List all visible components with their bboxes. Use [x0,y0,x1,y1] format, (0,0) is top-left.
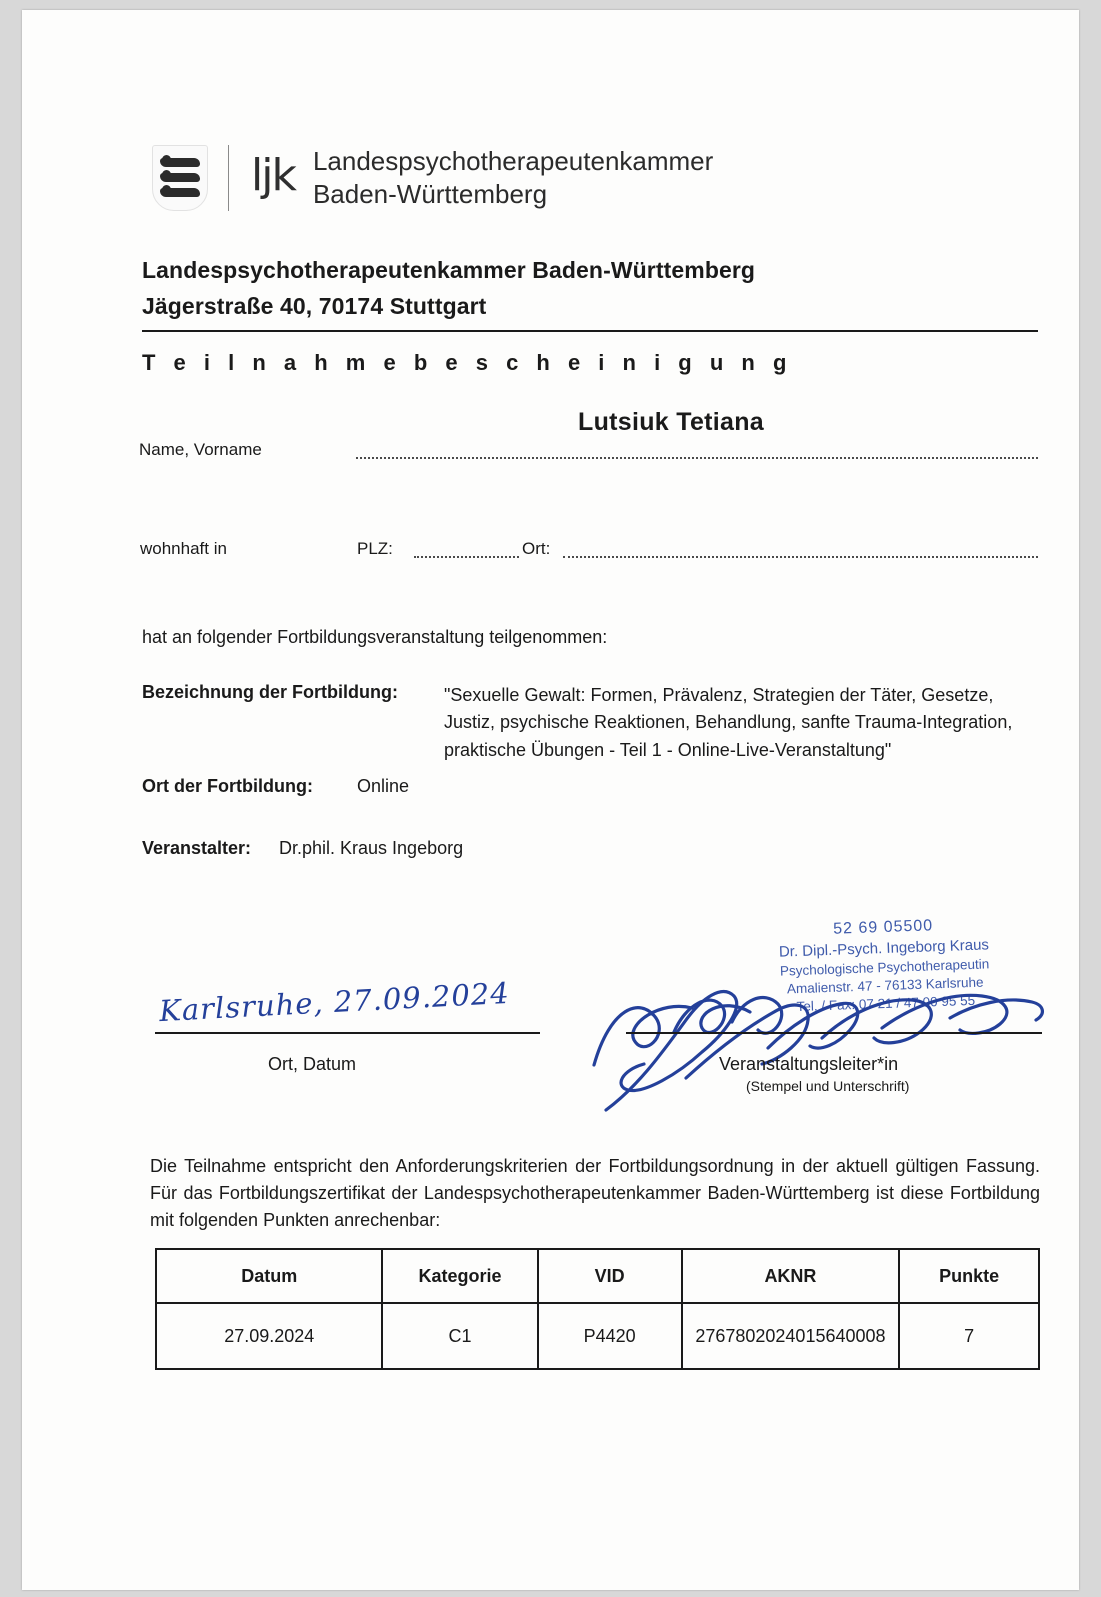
place-date-caption: Ort, Datum [268,1054,357,1074]
place-date-handwritten: Karlsruhe, 27.09.2024 [158,975,511,1029]
stamp-number: 52 69 05500 [832,917,934,938]
participation-intro: hat an folgender Fortbildungsveranstaltung teilgenommen: [142,627,608,647]
organizer-label: Veranstalter: [142,838,252,858]
course-value: "Sexuelle Gewalt: Formen, Prävalenz, Strategien der Täter, Gesetze, Justiz, psychische Reaktionen, Behandlung, sanfte Trauma-Integration, praktische Übungen - Teil 1 - Online-Live-Veranstaltung" [444,685,1013,760]
stamp-address: Amalienstr. 47 - 76133 Karlsruhe [786,974,984,997]
header-rule [142,330,1038,332]
stamp-profession: Psychologische Psychotherapeutin [779,956,990,979]
coat-of-arms-icon [152,145,208,211]
plz-label: PLZ: [357,539,393,558]
participant-name-label: Name, Vorname [139,440,262,459]
course-location-value: Online [357,776,410,796]
certificate-content [22,10,1079,1590]
stamp-contact: Tel. / Fax: 07 21 / 47 00 95 55 [796,993,976,1015]
residence-label: wohnhaft in [140,539,227,558]
column-header-kategorie: Kategorie [382,1249,537,1303]
letterhead-divider [228,145,229,211]
cell-vid: P4420 [538,1303,682,1369]
certification-note: Die Teilnahme entspricht den Anforderungskriterien der Fortbildungsordnung in der aktuell gültigen Fassung. Für das Fortbildungszertifikat der Landespsychotherapeutenkammer Baden-Württemberg ist diese Fortbildung mit folgenden Punkten anrechenbar: [150,1156,1040,1230]
ort-label: Ort: [522,539,551,558]
letterhead-organization-line1: Landespsychotherapeutenkammer [312,146,714,177]
stamp-signature-caption: (Stempel und Unterschrift) [746,1078,910,1094]
points-table [155,1248,1040,1370]
header-org-name: Landespsychotherapeutenkammer Baden-Württemberg [142,257,756,283]
cell-datum: 27.09.2024 [156,1303,382,1369]
event-leader-caption: Veranstaltungsleiter*in [719,1054,899,1074]
course-label: Bezeichnung der Fortbildung: [142,682,398,702]
organizer-value: Dr.phil. Kraus Ingeborg [279,838,464,858]
participant-name-rule [356,457,1038,459]
table-header-row [156,1249,1039,1303]
place-date-line [155,1032,540,1034]
letterhead-organization [313,145,852,209]
course-location-label: Ort der Fortbildung: [142,776,313,796]
header-address-block [142,253,1042,324]
column-header-punkte: Punkte [899,1249,1039,1303]
plz-field-rule [414,556,519,558]
letterhead [152,135,852,220]
page-title: T e i l n a h m e b e s c h e i n i g u n g [142,350,793,375]
cell-aknr: 2767802024015640008 [682,1303,900,1369]
cell-punkte: 7 [899,1303,1039,1369]
table-row [156,1303,1039,1369]
ort-field-rule [563,556,1038,558]
column-header-datum: Datum [156,1249,382,1303]
column-header-vid: VID [538,1249,682,1303]
certificate-page [22,10,1079,1590]
column-header-aknr: AKNR [682,1249,900,1303]
header-address: Jägerstraße 40, 70174 Stuttgart [142,292,487,319]
lpk-logo-mark: ljk [251,150,295,201]
stamp-name: Dr. Dipl.-Psych. Ingeborg Kraus [778,935,990,961]
participant-name-value: Lutsiuk Tetiana [578,408,765,436]
official-stamp [755,913,1013,1018]
letterhead-organization-line2: Baden-Württemberg [312,178,548,209]
signature-line [626,1032,1042,1034]
cell-kategorie: C1 [382,1303,537,1369]
